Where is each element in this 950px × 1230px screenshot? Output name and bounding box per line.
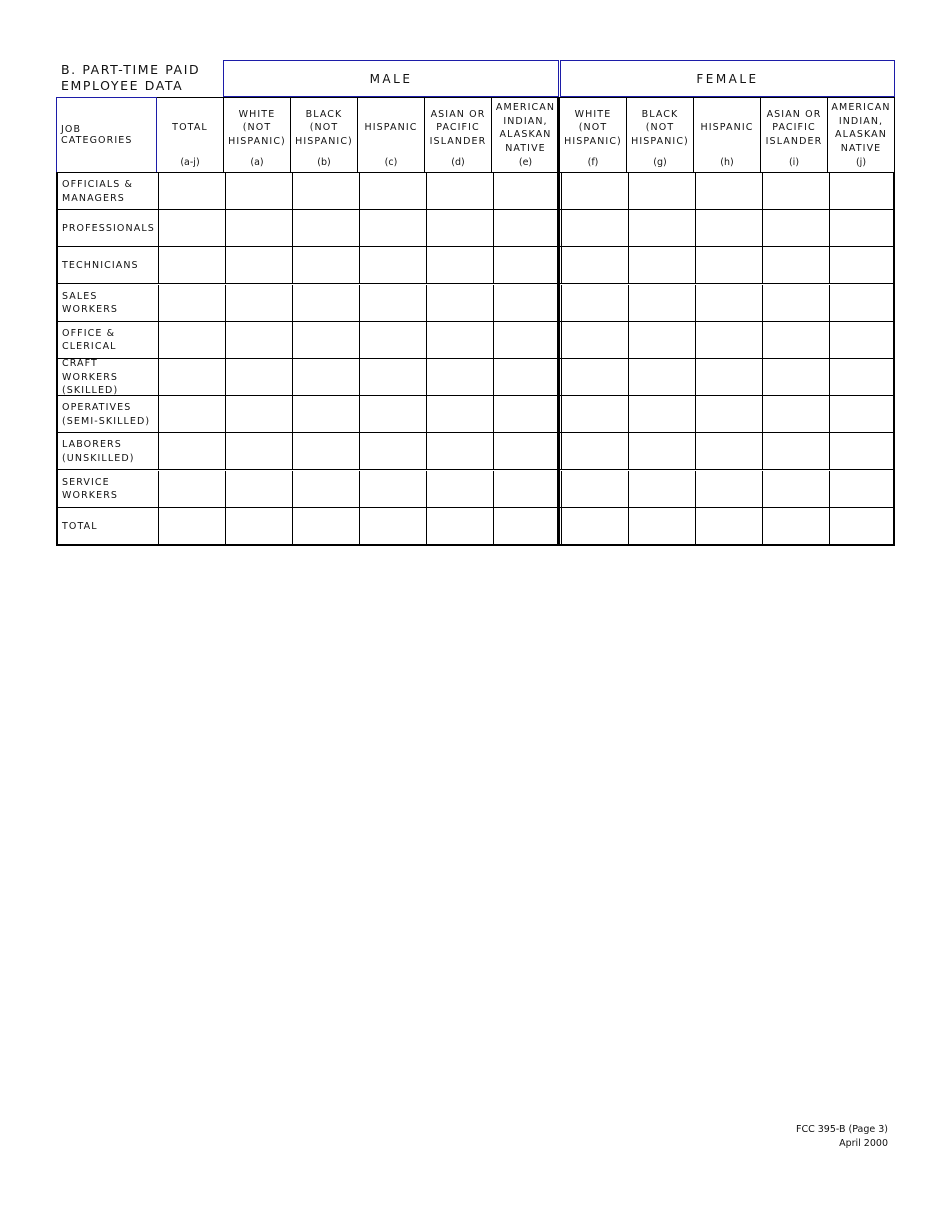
data-entry-cell[interactable] xyxy=(359,508,426,544)
data-entry-cell[interactable] xyxy=(158,210,225,246)
data-entry-cell[interactable] xyxy=(158,508,225,544)
column-header-label: ASIAN OR PACIFIC ISLANDER xyxy=(765,108,823,147)
data-entry-cell[interactable] xyxy=(561,173,628,209)
column-header-label: BLACK (NOT HISPANIC) xyxy=(295,108,353,147)
data-entry-cell[interactable] xyxy=(359,210,426,246)
data-entry-cell[interactable] xyxy=(762,508,829,544)
data-entry-cell[interactable] xyxy=(158,433,225,469)
data-entry-cell[interactable] xyxy=(561,285,628,321)
data-entry-cell[interactable] xyxy=(359,322,426,358)
column-header-code: (f) xyxy=(587,157,599,168)
column-header-label: WHITE (NOT HISPANIC) xyxy=(228,108,286,147)
data-entry-cell[interactable] xyxy=(292,433,359,469)
table-row xyxy=(58,396,893,433)
job-categories-header: JOB CATEGORIES xyxy=(56,97,157,173)
data-entry-cell[interactable] xyxy=(493,173,560,209)
data-entry-cell[interactable] xyxy=(762,173,829,209)
column-header xyxy=(291,97,358,173)
job-category-label: TOTAL xyxy=(62,520,98,532)
data-entry-cell[interactable] xyxy=(561,396,628,432)
male-female-divider xyxy=(557,97,560,546)
column-header-label: HISPANIC xyxy=(700,122,754,134)
data-entry-cell[interactable] xyxy=(359,285,426,321)
data-entry-cell[interactable] xyxy=(426,396,493,432)
data-entry-cell[interactable] xyxy=(292,471,359,507)
data-entry-cell[interactable] xyxy=(829,471,896,507)
data-entry-cell[interactable] xyxy=(225,508,292,544)
column-header-code: (e) xyxy=(518,157,533,168)
table-row xyxy=(58,359,893,396)
column-header xyxy=(560,97,627,173)
column-header xyxy=(358,97,425,173)
data-entry-cell[interactable] xyxy=(225,471,292,507)
data-entry-cell[interactable] xyxy=(493,322,560,358)
data-entry-cell[interactable] xyxy=(158,247,225,283)
data-entry-cell[interactable] xyxy=(762,359,829,395)
table-row xyxy=(58,471,893,508)
data-entry-cell[interactable] xyxy=(628,433,695,469)
data-entry-cell[interactable] xyxy=(292,210,359,246)
column-header-label: BLACK (NOT HISPANIC) xyxy=(631,108,689,147)
data-entry-cell[interactable] xyxy=(292,508,359,544)
column-header-label: ASIAN OR PACIFIC ISLANDER xyxy=(429,108,487,147)
data-entry-cell[interactable] xyxy=(695,433,762,469)
data-entry-cell[interactable] xyxy=(426,508,493,544)
column-header-code: (b) xyxy=(317,157,331,168)
job-category-label: TECHNICIANS xyxy=(62,260,139,272)
data-entry-cell[interactable] xyxy=(158,359,225,395)
data-entry-cell[interactable] xyxy=(628,471,695,507)
data-entry-cell[interactable] xyxy=(762,322,829,358)
data-entry-cell[interactable] xyxy=(292,359,359,395)
female-group-header: FEMALE xyxy=(560,60,895,97)
data-entry-cell[interactable] xyxy=(493,508,560,544)
job-category-label: LABORERS (UNSKILLED) xyxy=(62,439,135,464)
data-entry-cell[interactable] xyxy=(292,173,359,209)
column-header-code: (c) xyxy=(384,157,398,168)
data-entry-cell[interactable] xyxy=(628,247,695,283)
data-entry-cell[interactable] xyxy=(158,396,225,432)
data-entry-cell[interactable] xyxy=(762,396,829,432)
data-entry-cell[interactable] xyxy=(561,471,628,507)
data-entry-cell[interactable] xyxy=(695,285,762,321)
data-entry-cell[interactable] xyxy=(829,173,896,209)
data-entry-cell[interactable] xyxy=(628,210,695,246)
table-row xyxy=(58,285,893,322)
data-entry-cell[interactable] xyxy=(225,396,292,432)
male-group-header: MALE xyxy=(223,60,559,97)
job-category-label: OPERATIVES (SEMI-SKILLED) xyxy=(62,402,151,427)
column-header-label: TOTAL xyxy=(172,122,208,134)
column-header-label: AMERICAN INDIAN, ALASKAN NATIVE xyxy=(831,102,891,154)
data-entry-cell[interactable] xyxy=(158,322,225,358)
data-entry-cell[interactable] xyxy=(695,508,762,544)
data-entry-cell[interactable] xyxy=(762,471,829,507)
data-entry-cell[interactable] xyxy=(225,173,292,209)
data-entry-cell[interactable] xyxy=(628,508,695,544)
data-entry-cell[interactable] xyxy=(561,508,628,544)
data-entry-cell[interactable] xyxy=(829,322,896,358)
column-header-code: (i) xyxy=(788,157,800,168)
data-entry-cell[interactable] xyxy=(493,247,560,283)
data-entry-cell[interactable] xyxy=(292,396,359,432)
job-category-label: OFFICE & CLERICAL xyxy=(62,327,117,353)
section-title: B. PART-TIME PAID EMPLOYEE DATA xyxy=(61,62,201,93)
data-entry-cell[interactable] xyxy=(695,359,762,395)
data-entry-cell[interactable] xyxy=(628,322,695,358)
data-entry-cell[interactable] xyxy=(493,285,560,321)
form-date: April 2000 xyxy=(839,1138,888,1149)
data-entry-cell[interactable] xyxy=(561,322,628,358)
data-entry-cell[interactable] xyxy=(426,359,493,395)
data-entry-cell[interactable] xyxy=(762,285,829,321)
data-entry-cell[interactable] xyxy=(829,396,896,432)
data-entry-cell[interactable] xyxy=(359,471,426,507)
data-entry-cell[interactable] xyxy=(225,247,292,283)
data-entry-cell[interactable] xyxy=(695,322,762,358)
column-header-code: (h) xyxy=(720,157,734,168)
data-entry-cell[interactable] xyxy=(426,471,493,507)
job-category-label: SERVICE WORKERS xyxy=(62,476,119,502)
column-header-code: (a-j) xyxy=(180,157,200,168)
table-row xyxy=(58,247,893,284)
column-header xyxy=(224,97,291,173)
data-entry-cell[interactable] xyxy=(225,433,292,469)
data-entry-cell[interactable] xyxy=(762,433,829,469)
form-number: FCC 395-B (Page 3) xyxy=(796,1124,888,1135)
data-entry-cell[interactable] xyxy=(426,285,493,321)
employee-data-table xyxy=(56,172,895,546)
data-entry-cell[interactable] xyxy=(695,247,762,283)
table-row xyxy=(58,173,893,210)
data-entry-cell[interactable] xyxy=(225,285,292,321)
data-entry-cell[interactable] xyxy=(225,322,292,358)
column-header-label: WHITE (NOT HISPANIC) xyxy=(564,108,622,147)
column-header xyxy=(694,97,761,173)
data-entry-cell[interactable] xyxy=(628,359,695,395)
data-entry-cell[interactable] xyxy=(695,173,762,209)
data-entry-cell[interactable] xyxy=(493,359,560,395)
column-header xyxy=(492,97,559,173)
data-entry-cell[interactable] xyxy=(561,433,628,469)
job-category-label: CRAFT WORKERS (SKILLED) xyxy=(62,358,119,397)
data-entry-cell[interactable] xyxy=(426,247,493,283)
data-entry-cell[interactable] xyxy=(426,433,493,469)
data-entry-cell[interactable] xyxy=(628,173,695,209)
data-entry-cell[interactable] xyxy=(359,359,426,395)
data-entry-cell[interactable] xyxy=(426,210,493,246)
column-header-label: AMERICAN INDIAN, ALASKAN NATIVE xyxy=(495,102,556,154)
form-footer xyxy=(796,1123,888,1151)
table-row xyxy=(58,433,893,470)
data-entry-cell[interactable] xyxy=(426,322,493,358)
data-entry-cell[interactable] xyxy=(829,359,896,395)
column-header xyxy=(761,97,828,173)
column-header-label: HISPANIC xyxy=(364,122,418,134)
data-entry-cell[interactable] xyxy=(359,247,426,283)
data-entry-cell[interactable] xyxy=(695,471,762,507)
data-entry-cell[interactable] xyxy=(292,285,359,321)
job-category-label: SALES WORKERS xyxy=(62,290,119,316)
data-entry-cell[interactable] xyxy=(359,173,426,209)
data-entry-cell[interactable] xyxy=(426,173,493,209)
data-entry-cell[interactable] xyxy=(292,247,359,283)
data-entry-cell[interactable] xyxy=(561,210,628,246)
data-entry-cell[interactable] xyxy=(829,210,896,246)
column-header-code: (j) xyxy=(855,157,867,168)
table-row xyxy=(58,322,893,359)
column-header-code: (a) xyxy=(250,157,264,168)
column-header xyxy=(157,97,224,173)
data-entry-cell[interactable] xyxy=(158,173,225,209)
data-entry-cell[interactable] xyxy=(158,285,225,321)
data-entry-cell[interactable] xyxy=(359,396,426,432)
data-entry-cell[interactable] xyxy=(561,359,628,395)
data-entry-cell[interactable] xyxy=(359,433,426,469)
data-entry-cell[interactable] xyxy=(829,508,896,544)
job-category-label: PROFESSIONALS xyxy=(62,222,155,234)
data-entry-cell[interactable] xyxy=(628,285,695,321)
data-entry-cell[interactable] xyxy=(493,471,560,507)
data-entry-cell[interactable] xyxy=(493,210,560,246)
data-entry-cell[interactable] xyxy=(292,322,359,358)
data-entry-cell[interactable] xyxy=(158,471,225,507)
data-entry-cell[interactable] xyxy=(829,433,896,469)
data-entry-cell[interactable] xyxy=(829,285,896,321)
data-entry-cell[interactable] xyxy=(628,396,695,432)
table-row xyxy=(58,210,893,247)
data-entry-cell[interactable] xyxy=(493,433,560,469)
data-entry-cell[interactable] xyxy=(762,210,829,246)
data-entry-cell[interactable] xyxy=(561,247,628,283)
data-entry-cell[interactable] xyxy=(225,210,292,246)
data-entry-cell[interactable] xyxy=(225,359,292,395)
column-header-code: (d) xyxy=(451,157,465,168)
column-header xyxy=(828,97,895,173)
column-header-code: (g) xyxy=(653,157,667,168)
data-entry-cell[interactable] xyxy=(493,396,560,432)
table-row xyxy=(58,508,893,545)
data-entry-cell[interactable] xyxy=(695,210,762,246)
job-category-label: OFFICIALS & MANAGERS xyxy=(62,179,133,204)
column-header xyxy=(425,97,492,173)
data-entry-cell[interactable] xyxy=(762,247,829,283)
data-entry-cell[interactable] xyxy=(829,247,896,283)
data-entry-cell[interactable] xyxy=(695,396,762,432)
column-header xyxy=(627,97,694,173)
